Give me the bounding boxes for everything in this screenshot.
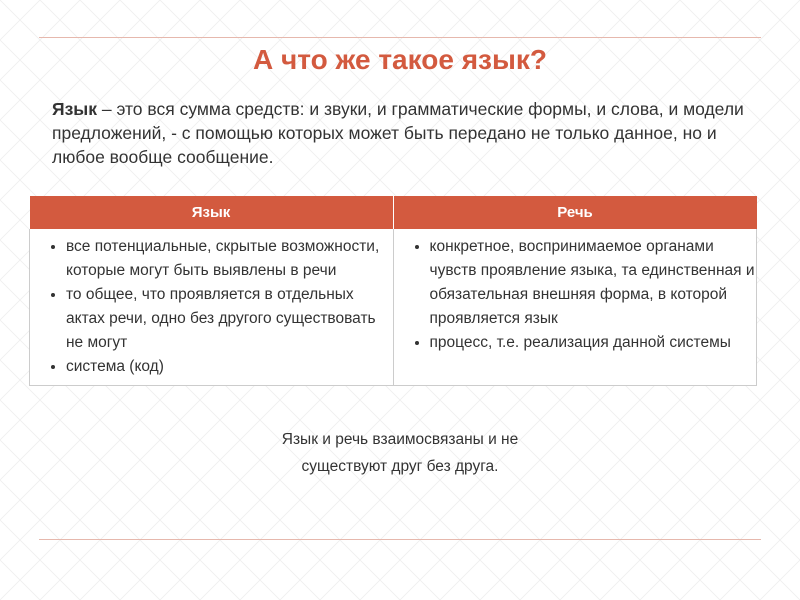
language-cell: [30, 229, 394, 386]
table-row: [30, 229, 757, 386]
summary-line: Язык и речь взаимосвязаны и не: [281, 431, 519, 448]
speech-cell: [393, 229, 757, 386]
list-item: • система (код): [66, 355, 393, 379]
list-item: • все потенциальные, скрытые возможности, которые могут быть выявлены в речи: [66, 235, 393, 283]
list-item: • конкретное, воспринимаемое органами чувств проявление языка, та единственная и обязательная внешняя форма, в которой проявляется язык: [430, 235, 757, 331]
summary-line: существуют друг без друга.: [301, 458, 499, 475]
table-header-row: [30, 196, 757, 229]
speech-list: [402, 235, 757, 355]
definition-paragraph: [52, 97, 762, 169]
header-language: Язык: [30, 196, 394, 229]
definition-text: – это вся сумма средств: и звуки, и грамматические формы, и слова, и модели предложений, - с помощью которых может быть передано не только данное, но и любое вообще сообщение.: [52, 99, 744, 167]
list-item: • то общее, что проявляется в отдельных актах речи, одно без другого существовать не могут: [66, 283, 393, 355]
comparison-table: [29, 196, 757, 386]
definition-term: Язык: [52, 99, 97, 119]
list-item: • процесс, т.е. реализация данной системы: [430, 331, 757, 355]
summary-text: [0, 426, 800, 480]
header-speech: Речь: [393, 196, 757, 229]
slide-title: А что же такое язык?: [253, 44, 547, 75]
bottom-divider: [39, 539, 761, 540]
language-list: [38, 235, 393, 379]
top-divider: [39, 37, 761, 38]
